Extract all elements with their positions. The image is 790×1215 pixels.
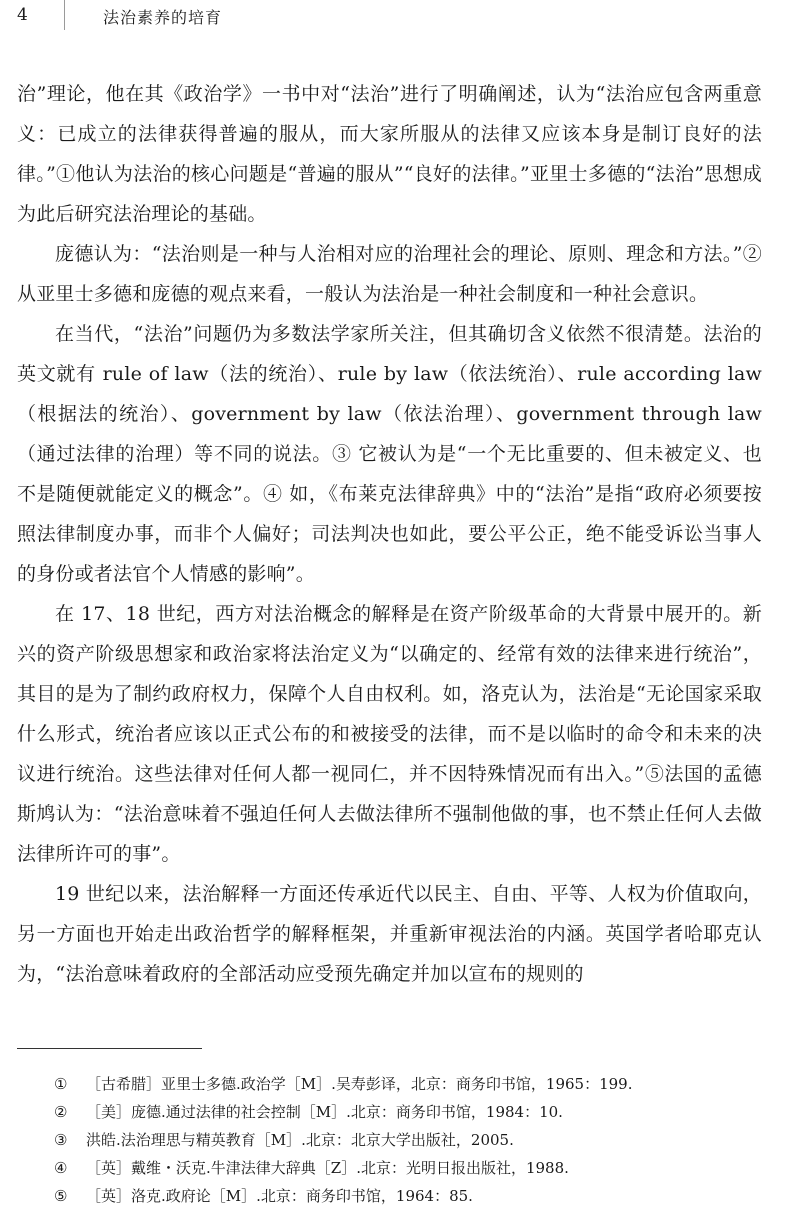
footnote-text: 洪皓.法治理思与精英教育［M］.北京：北京大学出版社，2005. bbox=[86, 1131, 514, 1149]
footnote bbox=[54, 1070, 774, 1098]
page-number: 4 bbox=[17, 5, 28, 25]
footnote-text: ［英］戴维・沃克.牛津法律大辞典［Z］.北京：光明日报出版社，1988. bbox=[86, 1159, 569, 1177]
page-header bbox=[0, 0, 790, 34]
running-title: 法治素养的培育 bbox=[103, 8, 223, 27]
footnote-marker: ④ bbox=[54, 1159, 68, 1177]
footnote-marker: ② bbox=[54, 1103, 68, 1121]
footnote-marker: ③ bbox=[54, 1131, 68, 1149]
paragraph: 治”理论，他在其《政治学》一书中对“法治”进行了明确阐述，认为“法治应包含两重意义：已成立的法律获得普遍的服从，而大家所服从的法律又应该本身是制订良好的法律。”①他认为法治的核心问题是“普遍的服从”“良好的法律。”亚里士多德的“法治”思想成为此后研究法治理论的基础。 bbox=[17, 83, 762, 225]
footnote-marker: ① bbox=[54, 1075, 68, 1093]
paragraph: 庞德认为：“法治则是一种与人治相对应的治理社会的理论、原则、理念和方法。”②从亚里士多德和庞德的观点来看，一般认为法治是一种社会制度和一种社会意识。 bbox=[17, 243, 762, 305]
header-divider bbox=[64, 0, 65, 30]
footnote-marker: ⑤ bbox=[54, 1187, 68, 1205]
body-text bbox=[17, 74, 762, 994]
paragraph: 在当代，“法治”问题仍为多数法学家所关注，但其确切含义依然不很清楚。法治的英文就有 rule of law（法的统治）、rule by law（依法统治）、rule according law（根据法的统治）、government by law（依法治理）、government through law（通过法律的治理）等不同的说法。③ 它被认为是“一个无比重要的、但未被定义、也不是随便就能定义的概念”。④ 如，《布莱克法律辞典》中的“法治”是指“政府必须要按照法律制度办事，而非个人偏好；司法判决也如此，要公平公正，绝不能受诉讼当事人的身份或者法官个人情感的影响”。 bbox=[17, 323, 762, 585]
footnotes bbox=[54, 1070, 774, 1210]
footnote-text: ［古希腊］亚里士多德.政治学［M］.吴寿彭译，北京：商务印书馆，1965：199. bbox=[86, 1075, 633, 1093]
footnote bbox=[54, 1126, 774, 1154]
footnote bbox=[54, 1098, 774, 1126]
footnote bbox=[54, 1154, 774, 1182]
paragraph: 19 世纪以来，法治解释一方面还传承近代以民主、自由、平等、人权为价值取向，另一方面也开始走出政治哲学的解释框架，并重新审视法治的内涵。英国学者哈耶克认为，“法治意味着政府的全部活动应受预先确定并加以宣布的规则的 bbox=[17, 883, 762, 985]
footnote bbox=[54, 1182, 774, 1210]
footnote-text: ［英］洛克.政府论［M］.北京：商务印书馆，1964：85. bbox=[86, 1187, 473, 1205]
paragraph: 在 17、18 世纪，西方对法治概念的解释是在资产阶级革命的大背景中展开的。新兴的资产阶级思想家和政治家将法治定义为“以确定的、经常有效的法律来进行统治”，其目的是为了制约政府权力，保障个人自由权利。如，洛克认为，法治是“无论国家采取什么形式，统治者应该以正式公布的和被接受的法律，而不是以临时的命令和未来的决议进行统治。这些法律对任何人都一视同仁，并不因特殊情况而有出入。”⑤法国的孟德斯鸠认为：“法治意味着不强迫任何人去做法律所不强制他做的事，也不禁止任何人去做法律所许可的事”。 bbox=[17, 603, 762, 865]
footnote-divider bbox=[17, 1048, 202, 1049]
footnote-text: ［美］庞德.通过法律的社会控制［M］.北京：商务印书馆，1984：10. bbox=[86, 1103, 563, 1121]
